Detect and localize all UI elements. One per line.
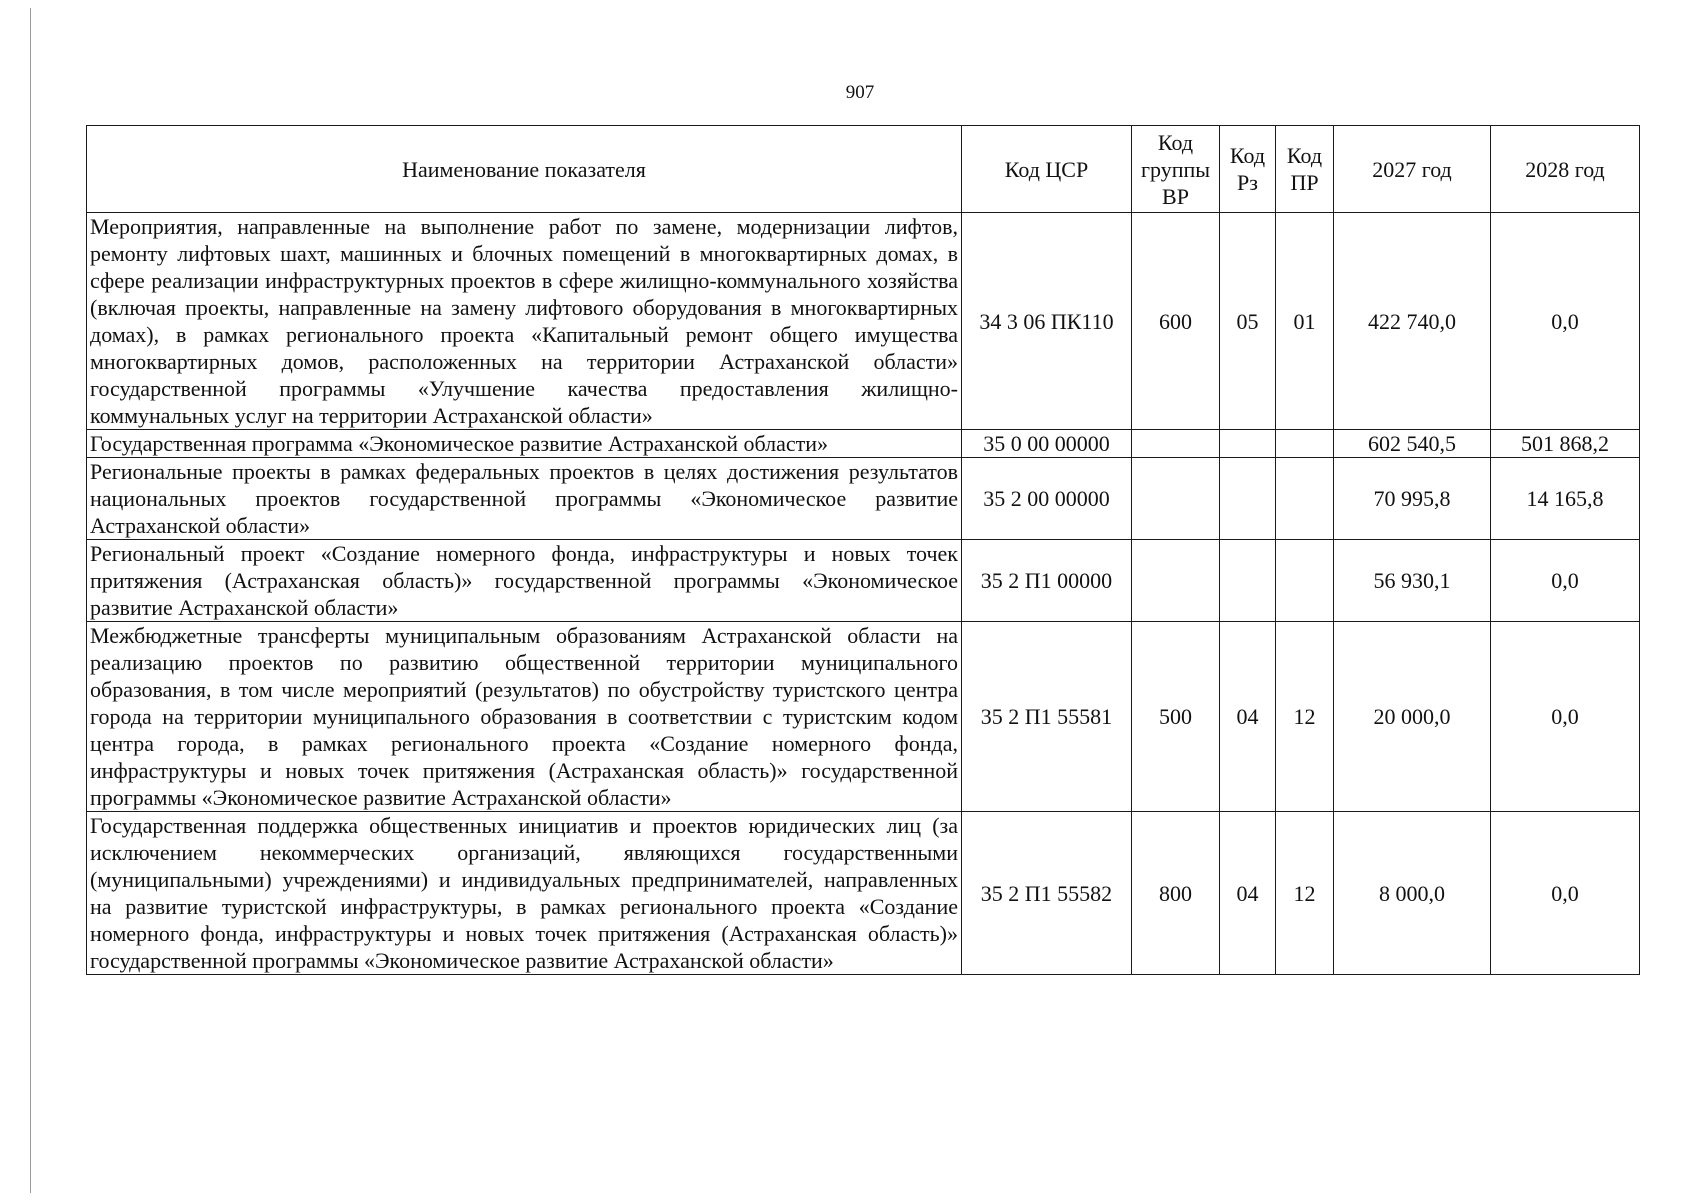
row-pr <box>1276 430 1334 458</box>
row-pr: 12 <box>1276 622 1334 812</box>
row-vr: 600 <box>1132 213 1220 430</box>
row-vr <box>1132 430 1220 458</box>
row-name: Межбюджетные трансферты муниципальным образованиям Астраханской области на реализацию проектов по развитию общественной территории муниципального образования, в том числе мероприятий (результатов) по обустройству туристского центра города на территории муниципального образования в соответствии с туристским кодом центра города, в рамках регионального проекта «Создание номерного фонда, инфраструктуры и новых точек притяжения (Астраханская область)» государственной программы «Экономическое развитие Астраханской области» <box>87 622 962 812</box>
row-pr: 01 <box>1276 213 1334 430</box>
row-2027: 56 930,1 <box>1334 540 1491 622</box>
row-name: Региональный проект «Создание номерного фонда, инфраструктуры и новых точек притяжения (Астраханская область)» государственной программы «Экономическое развитие Астраханской области» <box>87 540 962 622</box>
row-2027: 602 540,5 <box>1334 430 1491 458</box>
row-2028: 0,0 <box>1491 622 1640 812</box>
header-vr: Код группы ВР <box>1132 126 1220 213</box>
table-row <box>87 213 1640 430</box>
row-name: Региональные проекты в рамках федеральных проектов в целях достижения результатов национальных проектов государственной программы «Экономическое развитие Астраханской области» <box>87 458 962 540</box>
row-csr: 35 0 00 00000 <box>962 430 1132 458</box>
row-pr <box>1276 540 1334 622</box>
row-name: Государственная программа «Экономическое развитие Астраханской области» <box>87 430 962 458</box>
row-2028: 0,0 <box>1491 540 1640 622</box>
row-csr: 35 2 П1 55582 <box>962 812 1132 975</box>
header-name: Наименование показателя <box>87 126 962 213</box>
budget-table <box>86 125 1640 975</box>
table-row <box>87 430 1640 458</box>
row-2027: 8 000,0 <box>1334 812 1491 975</box>
row-csr: 34 3 06 ПК110 <box>962 213 1132 430</box>
header-pr: Код ПР <box>1276 126 1334 213</box>
table-row <box>87 540 1640 622</box>
row-csr: 35 2 00 00000 <box>962 458 1132 540</box>
header-rz: Код Рз <box>1220 126 1276 213</box>
row-2028: 501 868,2 <box>1491 430 1640 458</box>
row-2028: 14 165,8 <box>1491 458 1640 540</box>
row-rz: 04 <box>1220 622 1276 812</box>
row-pr: 12 <box>1276 812 1334 975</box>
table-row <box>87 812 1640 975</box>
row-vr <box>1132 540 1220 622</box>
row-2027: 20 000,0 <box>1334 622 1491 812</box>
table-row <box>87 458 1640 540</box>
row-rz <box>1220 430 1276 458</box>
row-2028: 0,0 <box>1491 812 1640 975</box>
row-vr: 800 <box>1132 812 1220 975</box>
row-2028: 0,0 <box>1491 213 1640 430</box>
row-2027: 70 995,8 <box>1334 458 1491 540</box>
row-name: Государственная поддержка общественных инициатив и проектов юридических лиц (за исключением некоммерческих организаций, являющихся государственными (муниципальными) учреждениями) и индивидуальных предпринимателей, направленных на развитие туристской инфраструктуры, в рамках регионального проекта «Создание номерного фонда, инфраструктуры и новых точек притяжения (Астраханская область)» государственной программы «Экономическое развитие Астраханской области» <box>87 812 962 975</box>
row-rz <box>1220 540 1276 622</box>
header-csr: Код ЦСР <box>962 126 1132 213</box>
row-rz: 05 <box>1220 213 1276 430</box>
table-header-row <box>87 126 1640 213</box>
row-2027: 422 740,0 <box>1334 213 1491 430</box>
header-2027: 2027 год <box>1334 126 1491 213</box>
page-number: 907 <box>845 82 875 103</box>
row-rz: 04 <box>1220 812 1276 975</box>
header-2028: 2028 год <box>1491 126 1640 213</box>
row-vr: 500 <box>1132 622 1220 812</box>
table-row <box>87 622 1640 812</box>
row-name: Мероприятия, направленные на выполнение работ по замене, модернизации лифтов, ремонту лифтовых шахт, машинных и блочных помещений в многоквартирных домах, в сфере реализации инфраструктурных проектов в сфере жилищно-коммунального хозяйства (включая проекты, направленные на замену лифтового оборудования в многоквартирных домах), в рамках регионального проекта «Капитальный ремонт общего имущества многоквартирных домов, расположенных на территории Астраханской области» государственной программы «Улучшение качества предоставления жилищно-коммунальных услуг на территории Астраханской области» <box>87 213 962 430</box>
scan-edge-line <box>30 8 31 1193</box>
row-pr <box>1276 458 1334 540</box>
row-csr: 35 2 П1 00000 <box>962 540 1132 622</box>
row-vr <box>1132 458 1220 540</box>
row-rz <box>1220 458 1276 540</box>
row-csr: 35 2 П1 55581 <box>962 622 1132 812</box>
